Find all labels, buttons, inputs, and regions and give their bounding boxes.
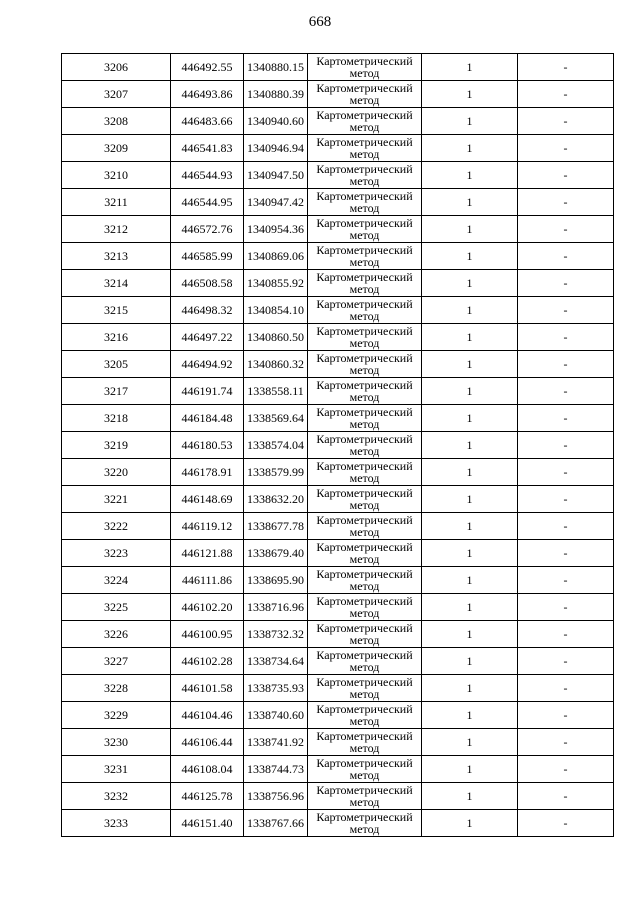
table-row [62, 486, 614, 513]
method-line-2: метод [349, 444, 380, 458]
method-line-1: Картометрический [316, 405, 413, 419]
point-number-cell: 3211 [62, 189, 171, 216]
table-row [62, 702, 614, 729]
count-cell: 1 [422, 270, 518, 297]
y-coordinate-cell: 1340946.94 [244, 135, 308, 162]
count-cell: 1 [422, 648, 518, 675]
table-row [62, 810, 614, 837]
method-line-2: метод [349, 390, 380, 404]
method-line-1: Картометрический [316, 216, 413, 230]
method-cell [308, 243, 422, 270]
point-number-cell: 3233 [62, 810, 171, 837]
point-number-cell: 3216 [62, 324, 171, 351]
method-cell [308, 594, 422, 621]
dash-cell: - [518, 378, 614, 405]
y-coordinate-cell: 1338679.40 [244, 540, 308, 567]
table-row [62, 351, 614, 378]
method-cell [308, 108, 422, 135]
count-cell: 1 [422, 405, 518, 432]
dash-cell: - [518, 243, 614, 270]
method-line-2: метод [349, 768, 380, 782]
table-row [62, 270, 614, 297]
x-coordinate-cell: 446497.22 [171, 324, 244, 351]
method-cell [308, 783, 422, 810]
method-line-1: Картометрический [316, 432, 413, 446]
method-line-1: Картометрический [316, 648, 413, 662]
page-number: 668 [308, 14, 332, 30]
method-line-2: метод [349, 66, 380, 80]
x-coordinate-cell: 446151.40 [171, 810, 244, 837]
method-cell [308, 351, 422, 378]
dash-cell: - [518, 81, 614, 108]
method-line-2: метод [349, 363, 380, 377]
x-coordinate-cell: 446125.78 [171, 783, 244, 810]
y-coordinate-cell: 1338740.60 [244, 702, 308, 729]
dash-cell: - [518, 783, 614, 810]
method-line-1: Картометрический [316, 351, 413, 365]
method-line-1: Картометрический [316, 783, 413, 797]
table-row [62, 216, 614, 243]
x-coordinate-cell: 446178.91 [171, 459, 244, 486]
method-line-2: метод [349, 822, 380, 836]
dash-cell: - [518, 540, 614, 567]
y-coordinate-cell: 1338732.32 [244, 621, 308, 648]
table-row [62, 594, 614, 621]
count-cell: 1 [422, 729, 518, 756]
y-coordinate-cell: 1338741.92 [244, 729, 308, 756]
y-coordinate-cell: 1338744.73 [244, 756, 308, 783]
point-number-cell: 3217 [62, 378, 171, 405]
method-line-2: метод [349, 336, 380, 350]
x-coordinate-cell: 446148.69 [171, 486, 244, 513]
y-coordinate-cell: 1340880.39 [244, 81, 308, 108]
method-line-1: Картометрический [316, 108, 413, 122]
method-line-1: Картометрический [316, 729, 413, 743]
table-row [62, 81, 614, 108]
method-cell [308, 81, 422, 108]
x-coordinate-cell: 446498.32 [171, 297, 244, 324]
dash-cell: - [518, 270, 614, 297]
method-line-1: Картометрический [316, 54, 413, 68]
x-coordinate-cell: 446191.74 [171, 378, 244, 405]
method-line-2: метод [349, 471, 380, 485]
x-coordinate-cell: 446544.93 [171, 162, 244, 189]
point-number-cell: 3225 [62, 594, 171, 621]
table-row [62, 432, 614, 459]
count-cell: 1 [422, 540, 518, 567]
method-line-1: Картометрический [316, 297, 413, 311]
point-number-cell: 3228 [62, 675, 171, 702]
dash-cell: - [518, 513, 614, 540]
coordinates-table [61, 53, 614, 837]
y-coordinate-cell: 1338734.64 [244, 648, 308, 675]
method-cell [308, 513, 422, 540]
method-cell [308, 675, 422, 702]
x-coordinate-cell: 446483.66 [171, 108, 244, 135]
x-coordinate-cell: 446100.95 [171, 621, 244, 648]
point-number-cell: 3231 [62, 756, 171, 783]
y-coordinate-cell: 1340954.36 [244, 216, 308, 243]
count-cell: 1 [422, 594, 518, 621]
table-row [62, 459, 614, 486]
dash-cell: - [518, 135, 614, 162]
table-row [62, 135, 614, 162]
method-line-1: Картометрический [316, 675, 413, 689]
y-coordinate-cell: 1340947.42 [244, 189, 308, 216]
table-row [62, 729, 614, 756]
point-number-cell: 3208 [62, 108, 171, 135]
x-coordinate-cell: 446541.83 [171, 135, 244, 162]
point-number-cell: 3209 [62, 135, 171, 162]
dash-cell: - [518, 162, 614, 189]
point-number-cell: 3226 [62, 621, 171, 648]
y-coordinate-cell: 1340940.60 [244, 108, 308, 135]
dash-cell: - [518, 702, 614, 729]
table-row [62, 243, 614, 270]
table-row [62, 567, 614, 594]
table-row [62, 675, 614, 702]
x-coordinate-cell: 446492.55 [171, 54, 244, 81]
dash-cell: - [518, 756, 614, 783]
method-line-1: Картометрический [316, 513, 413, 527]
method-line-1: Картометрический [316, 378, 413, 392]
dash-cell: - [518, 189, 614, 216]
method-cell [308, 297, 422, 324]
y-coordinate-cell: 1338677.78 [244, 513, 308, 540]
method-cell [308, 756, 422, 783]
y-coordinate-cell: 1338558.11 [244, 378, 308, 405]
y-coordinate-cell: 1338574.04 [244, 432, 308, 459]
method-line-1: Картометрический [316, 621, 413, 635]
method-line-2: метод [349, 552, 380, 566]
table-row [62, 621, 614, 648]
count-cell: 1 [422, 189, 518, 216]
point-number-cell: 3213 [62, 243, 171, 270]
y-coordinate-cell: 1340860.32 [244, 351, 308, 378]
method-line-1: Картометрический [316, 270, 413, 284]
y-coordinate-cell: 1340854.10 [244, 297, 308, 324]
point-number-cell: 3205 [62, 351, 171, 378]
method-cell [308, 459, 422, 486]
method-cell [308, 405, 422, 432]
method-cell [308, 729, 422, 756]
y-coordinate-cell: 1338767.66 [244, 810, 308, 837]
count-cell: 1 [422, 486, 518, 513]
dash-cell: - [518, 729, 614, 756]
x-coordinate-cell: 446493.86 [171, 81, 244, 108]
method-cell [308, 135, 422, 162]
count-cell: 1 [422, 135, 518, 162]
count-cell: 1 [422, 378, 518, 405]
method-line-2: метод [349, 633, 380, 647]
point-number-cell: 3223 [62, 540, 171, 567]
y-coordinate-cell: 1338695.90 [244, 567, 308, 594]
x-coordinate-cell: 446494.92 [171, 351, 244, 378]
method-cell [308, 648, 422, 675]
method-line-1: Картометрический [316, 81, 413, 95]
method-line-1: Картометрический [316, 135, 413, 149]
table-row [62, 540, 614, 567]
x-coordinate-cell: 446544.95 [171, 189, 244, 216]
method-cell [308, 621, 422, 648]
dash-cell: - [518, 54, 614, 81]
count-cell: 1 [422, 810, 518, 837]
table-row [62, 378, 614, 405]
count-cell: 1 [422, 567, 518, 594]
method-line-1: Картометрический [316, 810, 413, 824]
table-row [62, 54, 614, 81]
method-line-2: метод [349, 579, 380, 593]
x-coordinate-cell: 446102.20 [171, 594, 244, 621]
point-number-cell: 3230 [62, 729, 171, 756]
y-coordinate-cell: 1338716.96 [244, 594, 308, 621]
method-cell [308, 540, 422, 567]
dash-cell: - [518, 594, 614, 621]
count-cell: 1 [422, 513, 518, 540]
table-row [62, 783, 614, 810]
method-line-1: Картометрический [316, 486, 413, 500]
method-cell [308, 54, 422, 81]
table-row [62, 324, 614, 351]
table-row [62, 405, 614, 432]
count-cell: 1 [422, 162, 518, 189]
dash-cell: - [518, 486, 614, 513]
point-number-cell: 3232 [62, 783, 171, 810]
point-number-cell: 3220 [62, 459, 171, 486]
method-line-1: Картометрический [316, 459, 413, 473]
x-coordinate-cell: 446101.58 [171, 675, 244, 702]
method-line-2: метод [349, 714, 380, 728]
method-line-2: метод [349, 687, 380, 701]
point-number-cell: 3206 [62, 54, 171, 81]
method-line-1: Картометрический [316, 702, 413, 716]
method-cell [308, 432, 422, 459]
count-cell: 1 [422, 783, 518, 810]
method-cell [308, 567, 422, 594]
method-line-2: метод [349, 201, 380, 215]
method-cell [308, 378, 422, 405]
method-line-2: метод [349, 228, 380, 242]
method-line-1: Картометрический [316, 162, 413, 176]
dash-cell: - [518, 108, 614, 135]
dash-cell: - [518, 675, 614, 702]
x-coordinate-cell: 446106.44 [171, 729, 244, 756]
dash-cell: - [518, 567, 614, 594]
x-coordinate-cell: 446572.76 [171, 216, 244, 243]
point-number-cell: 3214 [62, 270, 171, 297]
point-number-cell: 3221 [62, 486, 171, 513]
dash-cell: - [518, 324, 614, 351]
dash-cell: - [518, 432, 614, 459]
dash-cell: - [518, 216, 614, 243]
point-number-cell: 3224 [62, 567, 171, 594]
table-row [62, 108, 614, 135]
method-line-1: Картометрический [316, 243, 413, 257]
method-line-1: Картометрический [316, 540, 413, 554]
x-coordinate-cell: 446104.46 [171, 702, 244, 729]
method-line-2: метод [349, 93, 380, 107]
point-number-cell: 3222 [62, 513, 171, 540]
table-row [62, 756, 614, 783]
count-cell: 1 [422, 702, 518, 729]
count-cell: 1 [422, 243, 518, 270]
method-line-2: метод [349, 174, 380, 188]
y-coordinate-cell: 1340947.50 [244, 162, 308, 189]
x-coordinate-cell: 446121.88 [171, 540, 244, 567]
dash-cell: - [518, 351, 614, 378]
point-number-cell: 3229 [62, 702, 171, 729]
count-cell: 1 [422, 756, 518, 783]
method-line-2: метод [349, 255, 380, 269]
dash-cell: - [518, 810, 614, 837]
x-coordinate-cell: 446108.04 [171, 756, 244, 783]
y-coordinate-cell: 1338756.96 [244, 783, 308, 810]
y-coordinate-cell: 1338579.99 [244, 459, 308, 486]
method-line-1: Картометрический [316, 756, 413, 770]
x-coordinate-cell: 446508.58 [171, 270, 244, 297]
method-line-2: метод [349, 741, 380, 755]
y-coordinate-cell: 1340880.15 [244, 54, 308, 81]
method-line-2: метод [349, 795, 380, 809]
table-row [62, 162, 614, 189]
dash-cell: - [518, 621, 614, 648]
count-cell: 1 [422, 297, 518, 324]
point-number-cell: 3212 [62, 216, 171, 243]
x-coordinate-cell: 446184.48 [171, 405, 244, 432]
count-cell: 1 [422, 54, 518, 81]
count-cell: 1 [422, 81, 518, 108]
y-coordinate-cell: 1340869.06 [244, 243, 308, 270]
point-number-cell: 3210 [62, 162, 171, 189]
point-number-cell: 3219 [62, 432, 171, 459]
method-line-2: метод [349, 147, 380, 161]
x-coordinate-cell: 446180.53 [171, 432, 244, 459]
x-coordinate-cell: 446111.86 [171, 567, 244, 594]
point-number-cell: 3218 [62, 405, 171, 432]
method-line-2: метод [349, 660, 380, 674]
coordinates-table-body [62, 54, 614, 837]
count-cell: 1 [422, 324, 518, 351]
method-cell [308, 216, 422, 243]
y-coordinate-cell: 1338735.93 [244, 675, 308, 702]
point-number-cell: 3215 [62, 297, 171, 324]
method-cell [308, 702, 422, 729]
dash-cell: - [518, 297, 614, 324]
method-line-2: метод [349, 282, 380, 296]
x-coordinate-cell: 446585.99 [171, 243, 244, 270]
point-number-cell: 3207 [62, 81, 171, 108]
count-cell: 1 [422, 216, 518, 243]
count-cell: 1 [422, 432, 518, 459]
y-coordinate-cell: 1340860.50 [244, 324, 308, 351]
y-coordinate-cell: 1338632.20 [244, 486, 308, 513]
dash-cell: - [518, 459, 614, 486]
dash-cell: - [518, 648, 614, 675]
point-number-cell: 3227 [62, 648, 171, 675]
method-cell [308, 486, 422, 513]
count-cell: 1 [422, 351, 518, 378]
count-cell: 1 [422, 108, 518, 135]
method-line-1: Картометрический [316, 189, 413, 203]
method-line-2: метод [349, 606, 380, 620]
method-line-2: метод [349, 309, 380, 323]
method-cell [308, 270, 422, 297]
method-cell [308, 189, 422, 216]
method-line-2: метод [349, 525, 380, 539]
y-coordinate-cell: 1340855.92 [244, 270, 308, 297]
method-line-2: метод [349, 417, 380, 431]
x-coordinate-cell: 446102.28 [171, 648, 244, 675]
table-row [62, 297, 614, 324]
method-line-2: метод [349, 498, 380, 512]
table-row [62, 648, 614, 675]
count-cell: 1 [422, 675, 518, 702]
dash-cell: - [518, 405, 614, 432]
y-coordinate-cell: 1338569.64 [244, 405, 308, 432]
x-coordinate-cell: 446119.12 [171, 513, 244, 540]
method-line-1: Картометрический [316, 567, 413, 581]
method-line-1: Картометрический [316, 324, 413, 338]
table-row [62, 513, 614, 540]
method-line-2: метод [349, 120, 380, 134]
table-row [62, 189, 614, 216]
method-line-1: Картометрический [316, 594, 413, 608]
count-cell: 1 [422, 621, 518, 648]
method-cell [308, 324, 422, 351]
method-cell [308, 162, 422, 189]
method-cell [308, 810, 422, 837]
count-cell: 1 [422, 459, 518, 486]
